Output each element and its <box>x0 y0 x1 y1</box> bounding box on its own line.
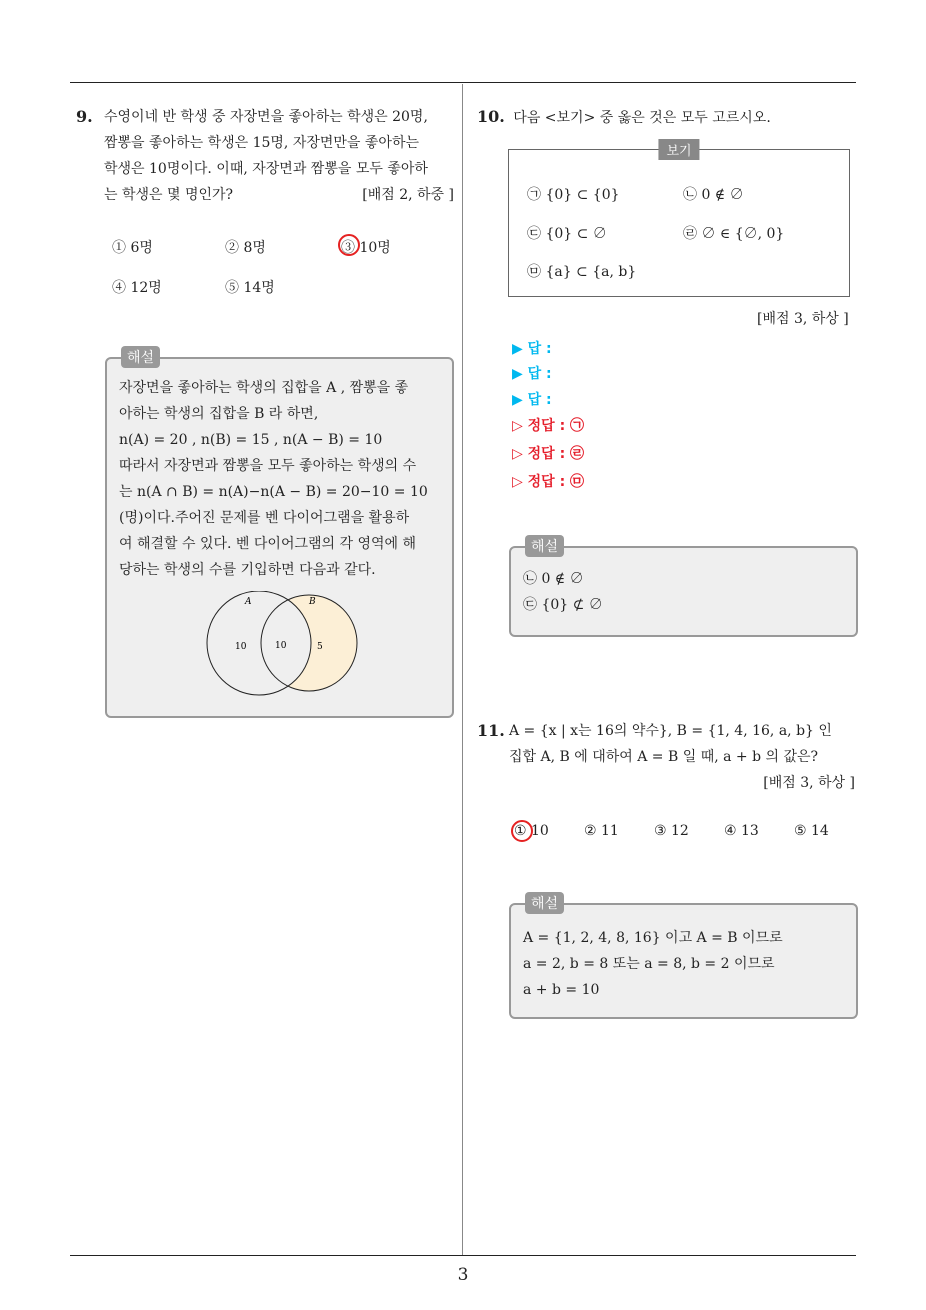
explanation-line: 는 n(A ∩ B) = n(A)−n(A − B) = 20−10 = 10 <box>119 484 428 500</box>
page-number: 3 <box>457 1265 469 1285</box>
question-line: 는 학생은 몇 명인가? <box>104 187 234 203</box>
explanation-line: A = {1, 2, 4, 8, 16} 이고 A = B 이므로 <box>523 930 783 946</box>
choice-4[interactable]: ④ 13 <box>724 823 759 839</box>
choice-1[interactable]: ① 6명 <box>112 240 153 256</box>
question-line: 집합 A, B 에 대하여 A = B 일 때, a + b 의 값은? <box>509 749 819 765</box>
explanation-tag: 해설 <box>121 346 160 368</box>
question-line: 학생은 10명이다. 이때, 자장면과 짬뽕을 모두 좋아하 <box>104 161 428 177</box>
bottom-rule <box>70 1255 856 1256</box>
bogi-item-1: ㉠ {0} ⊂ {0} <box>527 187 620 203</box>
bogi-box <box>508 144 850 297</box>
explanation-line: 아하는 학생의 집합을 B 라 하면, <box>119 406 319 422</box>
choice-2[interactable]: ② 11 <box>584 823 619 839</box>
score-label: [배점 2, 하중 ] <box>362 187 454 203</box>
column-divider <box>462 84 463 1256</box>
explanation-line: 여 해결할 수 있다. 벤 다이어그램의 각 영역에 해 <box>119 536 417 552</box>
explanation-line: ㉡ 0 ∉ ∅ <box>523 571 584 587</box>
explanation-line: ㉢ {0} ⊄ ∅ <box>523 597 603 613</box>
bogi-item-4: ㉣ ∅ ∈ {∅, 0} <box>683 226 785 242</box>
score-label: [배점 3, 하상 ] <box>763 775 855 791</box>
explanation-line: a + b = 10 <box>523 982 600 998</box>
venn-label-a: A <box>245 597 252 607</box>
question-number: 9. <box>76 107 93 126</box>
correct-answer: ▷ 정답 : ㉠ <box>512 418 585 434</box>
choice-2[interactable]: ② 8명 <box>225 240 266 256</box>
venn-label-b: B <box>309 597 316 607</box>
choice-4[interactable]: ④ 12명 <box>112 280 162 296</box>
answer-blank[interactable]: ▶ 답 : <box>512 392 552 408</box>
answer-blank[interactable]: ▶ 답 : <box>512 366 552 382</box>
correct-answer: ▷ 정답 : ㉣ <box>512 446 585 462</box>
explanation-line: 따라서 자장면과 짬뽕을 모두 좋아하는 학생의 수 <box>119 458 417 474</box>
explanation-line: a = 2, b = 8 또는 a = 8, b = 2 이므로 <box>523 956 775 972</box>
bogi-tag: 보기 <box>658 139 699 160</box>
venn-value-intersection: 10 <box>275 641 287 651</box>
explanation-line: 자장면을 좋아하는 학생의 집합을 A , 짬뽕을 좋 <box>119 380 409 396</box>
answer-blank[interactable]: ▶ 답 : <box>512 341 552 357</box>
explanation-line: (명)이다.주어진 문제를 벤 다이어그램을 활용하 <box>119 510 410 526</box>
choice-5[interactable]: ⑤ 14 <box>794 823 829 839</box>
bogi-item-5: ㉤ {a} ⊂ {a, b} <box>527 264 637 280</box>
choice-3[interactable]: ③ 12 <box>654 823 689 839</box>
bogi-item-3: ㉢ {0} ⊂ ∅ <box>527 226 607 242</box>
q9-explanation-box <box>105 350 454 718</box>
question-line: A = {x | x는 16의 약수}, B = {1, 4, 16, a, b} 인 <box>509 723 832 739</box>
question-number: 11. <box>477 721 505 740</box>
explanation-tag: 해설 <box>525 535 564 557</box>
venn-diagram-lines <box>201 591 366 699</box>
explanation-line: n(A) = 20 , n(B) = 15 , n(A − B) = 10 <box>119 432 383 448</box>
venn-value-a-only: 10 <box>235 642 247 652</box>
score-label: [배점 3, 하상 ] <box>757 311 849 327</box>
question-text: 다음 <보기> 중 옳은 것은 모두 고르시오. <box>513 110 771 126</box>
top-rule <box>70 82 856 83</box>
explanation-line: 당하는 학생의 수를 기입하면 다음과 같다. <box>119 562 376 578</box>
bogi-item-2: ㉡ 0 ∉ ∅ <box>683 187 744 203</box>
q10-explanation-box <box>509 539 858 637</box>
choice-3[interactable]: ③ 10명 <box>341 237 391 257</box>
question-10 <box>477 104 867 131</box>
explanation-tag: 해설 <box>525 892 564 914</box>
question-number: 10. <box>477 107 505 126</box>
q11-explanation-box <box>509 896 858 1019</box>
question-line: 짬뽕을 좋아하는 학생은 15명, 자장면만을 좋아하는 <box>104 135 419 151</box>
correct-answer: ▷ 정답 : ㉤ <box>512 474 585 490</box>
choice-5[interactable]: ⑤ 14명 <box>225 280 275 296</box>
venn-value-b-only: 5 <box>317 642 323 652</box>
question-line: 수영이네 반 학생 중 자장면을 좋아하는 학생은 20명, <box>104 109 428 125</box>
